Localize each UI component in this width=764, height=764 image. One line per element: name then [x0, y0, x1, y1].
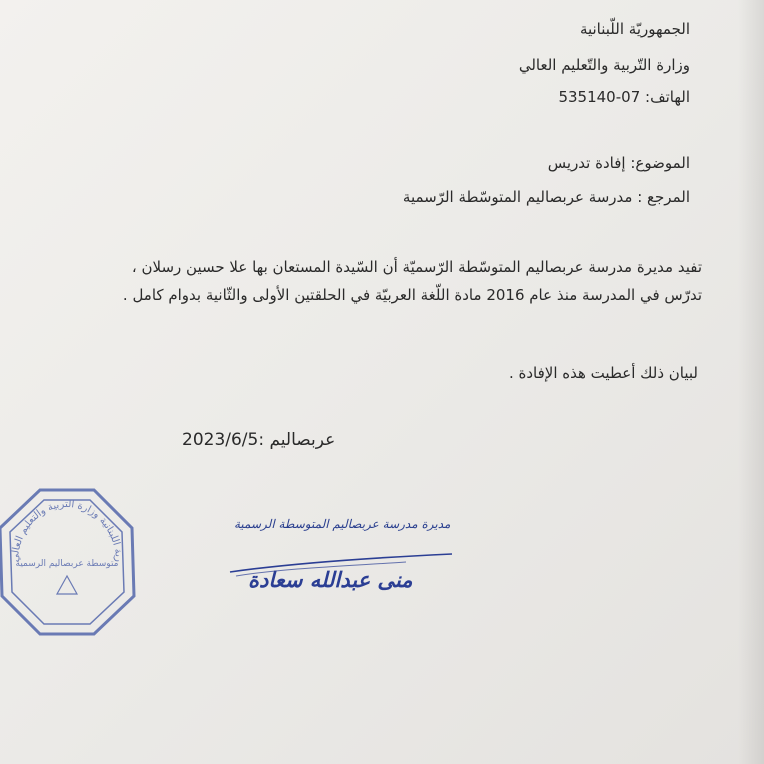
body-line-1: تفيد مديرة مدرسة عربصاليم المتوسّطة الرّسميّة أن السّيدة المستعان بها علا حسين رسلان ،	[131, 258, 702, 276]
stamp-outer-text: رية اللبنانية وزارة التربية والتعليم العالي	[9, 498, 125, 563]
cedar-emblem-icon	[57, 576, 77, 594]
header-ministry: وزارة التّربية والتّعليم العالي	[518, 56, 690, 74]
signature-title: مديرة مدرسة عربصاليم المتوسطة الرسمية	[234, 517, 451, 531]
header-phone: الهاتف: 07-535140	[558, 88, 690, 106]
signature-name: منى عبدالله سعادة	[248, 568, 413, 592]
closing-line: لبيان ذلك أعطيت هذه الإفادة .	[508, 364, 698, 382]
header-republic: الجمهوريّة اللّبنانية	[579, 20, 690, 38]
place-date-line: عربصاليم :2023/6/5	[182, 430, 336, 450]
stamp-inner-text: متوسطة عربصاليم الرسمية	[15, 559, 119, 569]
official-stamp-seal	[0, 484, 140, 640]
page-shadow	[738, 0, 764, 764]
subject-line: الموضوع: إفادة تدريس	[547, 154, 690, 172]
body-line-2: تدرّس في المدرسة منذ عام 2016 مادة اللّغة العربيّة في الحلقتين الأولى والثّانية بدوام كامل .	[122, 286, 702, 304]
reference-line: المرجع : مدرسة عربصاليم المتوسّطة الرّسمية	[402, 188, 690, 206]
